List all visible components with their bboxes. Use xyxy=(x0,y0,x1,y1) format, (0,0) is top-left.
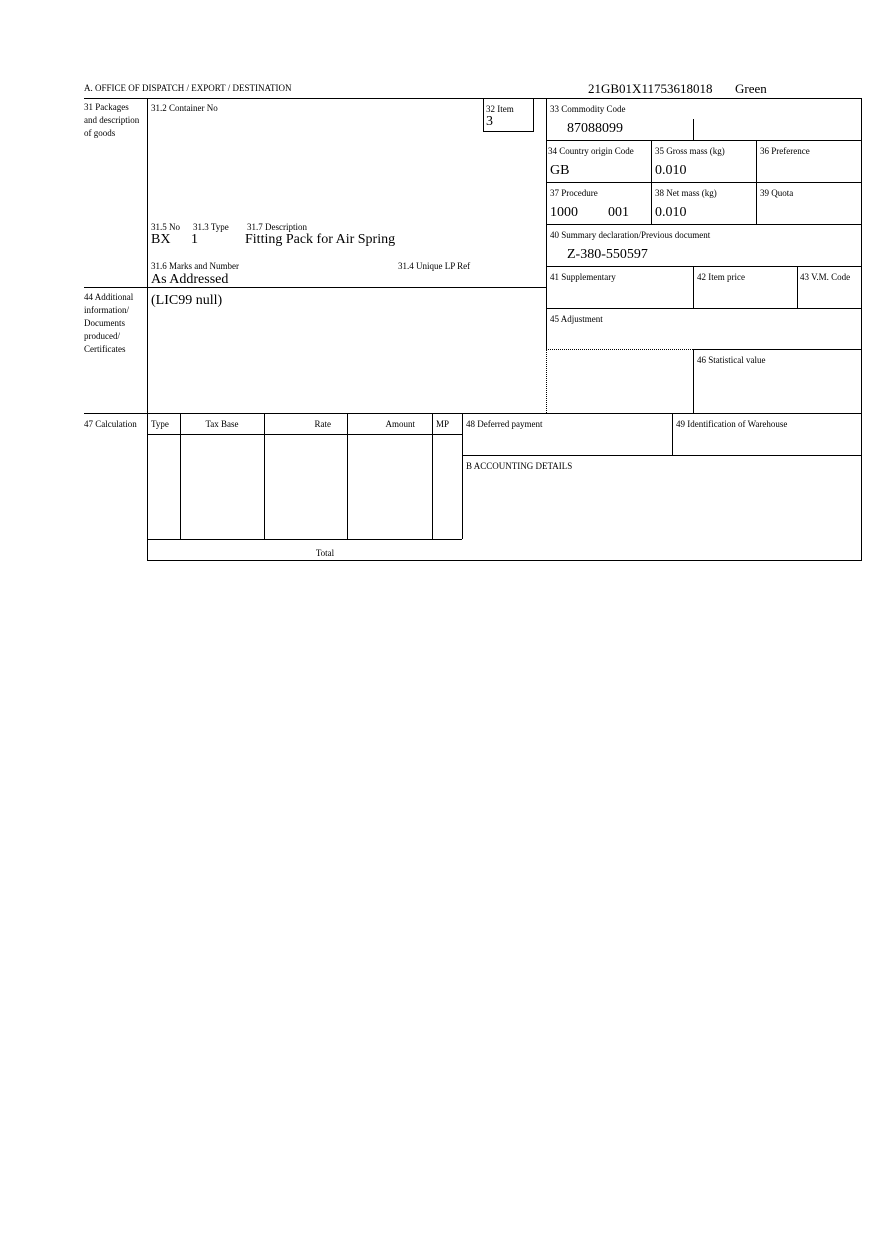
office-label: A. OFFICE OF DISPATCH / EXPORT / DESTINATION xyxy=(84,83,292,93)
description-label: 31.7 Description xyxy=(247,222,307,232)
quota-label: 39 Quota xyxy=(760,188,794,198)
calc-col-tax-base: Tax Base xyxy=(205,419,239,429)
item-price-label: 42 Item price xyxy=(697,272,745,282)
warehouse-id-label: 49 Identification of Warehouse xyxy=(676,419,788,429)
status-text: Green xyxy=(735,81,767,96)
marks-value: As Addressed xyxy=(151,272,229,287)
calculation-label: 47 Calculation xyxy=(84,419,137,429)
calc-col-amount: Amount xyxy=(385,419,415,429)
calc-col-mp: MP xyxy=(436,419,450,429)
procedure-label: 37 Procedure xyxy=(550,188,598,198)
package-no-label: 31.5 No xyxy=(151,222,180,232)
country-origin-label: 34 Country origin Code xyxy=(548,146,634,156)
commodity-code-label: 33 Commodity Code xyxy=(550,104,626,114)
gross-mass-label: 35 Gross mass (kg) xyxy=(655,146,725,156)
gross-mass-value: 0.010 xyxy=(655,163,687,178)
box31-label: 31 Packages and description of goods xyxy=(84,102,140,138)
package-type-value: 1 xyxy=(191,232,198,247)
calc-col-rate: Rate xyxy=(314,419,331,429)
container-no-label: 31.2 Container No xyxy=(151,103,218,113)
vm-code-label: 43 V.M. Code xyxy=(800,272,851,282)
procedure-value: 1000 xyxy=(550,205,578,220)
procedure-additional-value: 001 xyxy=(608,205,629,220)
commodity-code-value: 87088099 xyxy=(567,121,623,136)
previous-document-value: Z-380-550597 xyxy=(567,247,648,262)
package-type-label: 31.3 Type xyxy=(193,222,229,232)
declaration-reference: 21GB01X11753618018 xyxy=(588,81,713,96)
calc-total-label: Total xyxy=(315,548,335,558)
supplementary-label: 41 Supplementary xyxy=(550,272,616,282)
additional-info-value: (LIC99 null) xyxy=(151,293,223,308)
additional-info-label: 44 Additional information/ Documents produced/ Certificates xyxy=(84,292,134,354)
statistical-value-label: 46 Statistical value xyxy=(697,355,766,365)
preference-label: 36 Preference xyxy=(760,146,810,156)
calc-col-type: Type xyxy=(151,419,169,429)
package-no-value: BX xyxy=(151,232,171,247)
unique-lp-ref-label: 31.4 Unique LP Ref xyxy=(398,261,471,271)
item-value: 3 xyxy=(486,114,493,129)
marks-label: 31.6 Marks and Number xyxy=(151,261,239,271)
net-mass-label: 38 Net mass (kg) xyxy=(655,188,717,198)
description-value: Fitting Pack for Air Spring xyxy=(245,232,396,247)
adjustment-label: 45 Adjustment xyxy=(550,314,603,324)
country-origin-value: GB xyxy=(550,163,570,178)
previous-document-label: 40 Summary declaration/Previous document xyxy=(550,230,711,240)
accounting-details-label: B ACCOUNTING DETAILS xyxy=(466,461,573,471)
deferred-payment-label: 48 Deferred payment xyxy=(466,419,543,429)
net-mass-value: 0.010 xyxy=(655,205,687,220)
item-label: 32 Item xyxy=(486,104,514,114)
